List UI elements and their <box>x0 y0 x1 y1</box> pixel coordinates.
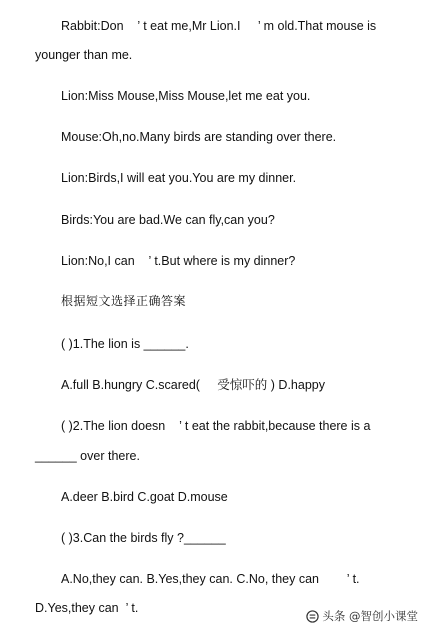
story-line-rabbit-cont: younger than me. <box>35 48 133 62</box>
question-3-options: A.No,they can. B.Yes,they can. C.No, they can ’ t. <box>61 572 360 586</box>
story-line-lion-1: Lion:Miss Mouse,Miss Mouse,let me eat you. <box>61 89 311 103</box>
story-line-lion-3: Lion:No,I can ’ t.But where is my dinner? <box>61 254 296 268</box>
question-1: ( )1.The lion is ______. <box>61 337 189 351</box>
question-2: ( )2.The lion doesn ’ t eat the rabbit,because there is a <box>61 419 371 433</box>
question-2-options: A.deer B.bird C.goat D.mouse <box>61 490 228 504</box>
story-line-birds: Birds:You are bad.We can fly,can you? <box>61 213 275 227</box>
toutiao-logo-icon <box>306 610 319 623</box>
story-line-rabbit: Rabbit:Don ’ t eat me,Mr Lion.I ’ m old.That mouse is <box>61 19 377 33</box>
watermark-text: 头条 @智创小课堂 <box>322 609 418 623</box>
question-2-cont: ______ over there. <box>35 449 140 463</box>
story-line-mouse: Mouse:Oh,no.Many birds are standing over there. <box>61 130 337 144</box>
question-3: ( )3.Can the birds fly ?______ <box>61 531 226 545</box>
story-line-lion-2: Lion:Birds,I will eat you.You are my dinner. <box>61 171 297 185</box>
question-1-options: A.full B.hungry C.scared( 受惊吓的 ) D.happy <box>61 378 325 392</box>
section-heading: 根据短文选择正确答案 <box>61 294 187 308</box>
watermark <box>306 608 418 624</box>
question-3-options-cont: D.Yes,they can ’ t. <box>35 601 139 615</box>
